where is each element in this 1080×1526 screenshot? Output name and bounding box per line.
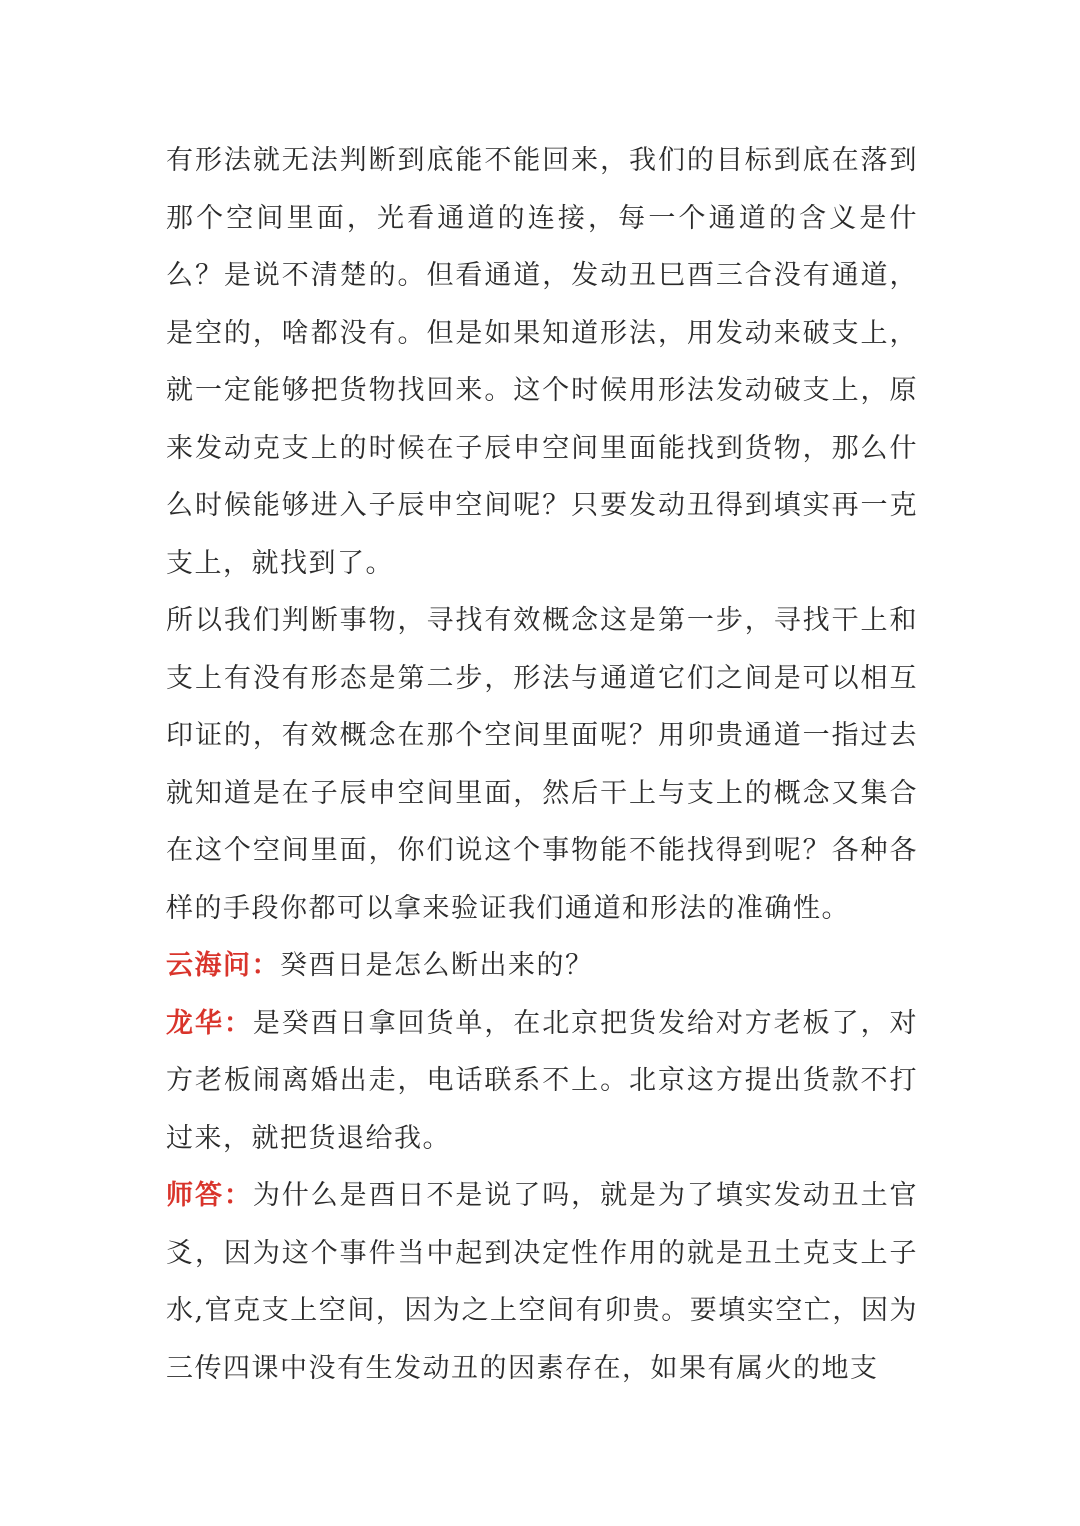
body-text — [166, 132, 918, 1397]
speaker-label: 师答： — [166, 1180, 253, 1211]
qa-reply — [166, 995, 918, 1168]
paragraph-text: 有形法就无法判断到底能不能回来，我们的目标到底在落到那个空间里面，光看通道的连接，每一个通道的含义是什么？是说不清楚的。但看通道，发动丑巳酉三合没有通道，是空的，啥都没有。但是如果知道形法，用发动来破支上，就一定能够把货物找回来。这个时候用形法发动破支上，原来发动克支上的时候在子辰申空间里面能找到货物，那么什么时候能够进入子辰申空间呢？只要发动丑得到填实再一克支上，就找到了。 — [166, 145, 918, 579]
paragraph-text: 是癸酉日拿回货单，在北京把货发给对方老板了，对方老板闹离婚出走，电话联系不上。北京这方提出货款不打过来，就把货退给我。 — [166, 1007, 919, 1154]
qa-answer — [166, 1167, 918, 1397]
paragraph-2 — [166, 592, 918, 937]
qa-question — [166, 937, 918, 995]
paragraph-text: 所以我们判断事物，寻找有效概念这是第一步，寻找干上和支上有没有形态是第二步，形法与通道它们之间是可以相互印证的，有效概念在那个空间里面呢？用卯贵通道一指过去就知道是在子辰申空间里面，然后干上与支上的概念又集合在这个空间里面，你们说这个事物能不能找得到呢？各种各样的手段你都可以拿来验证我们通道和形法的准确性。 — [166, 605, 918, 924]
speaker-label: 龙华： — [166, 1007, 253, 1039]
speaker-label: 云海问： — [166, 950, 280, 981]
paragraph-1 — [166, 132, 918, 592]
paragraph-text: 为什么是酉日不是说了吗，就是为了填实发动丑土官爻，因为这个事件当中起到决定性作用的就是丑土克支上子水,官克支上空间，因为之上空间有卯贵。要填实空亡，因为三传四课中没有生发动丑的因素存在，如果有属火的地支 — [166, 1180, 919, 1384]
paragraph-text: 癸酉日是怎么断出来的？ — [280, 950, 594, 981]
